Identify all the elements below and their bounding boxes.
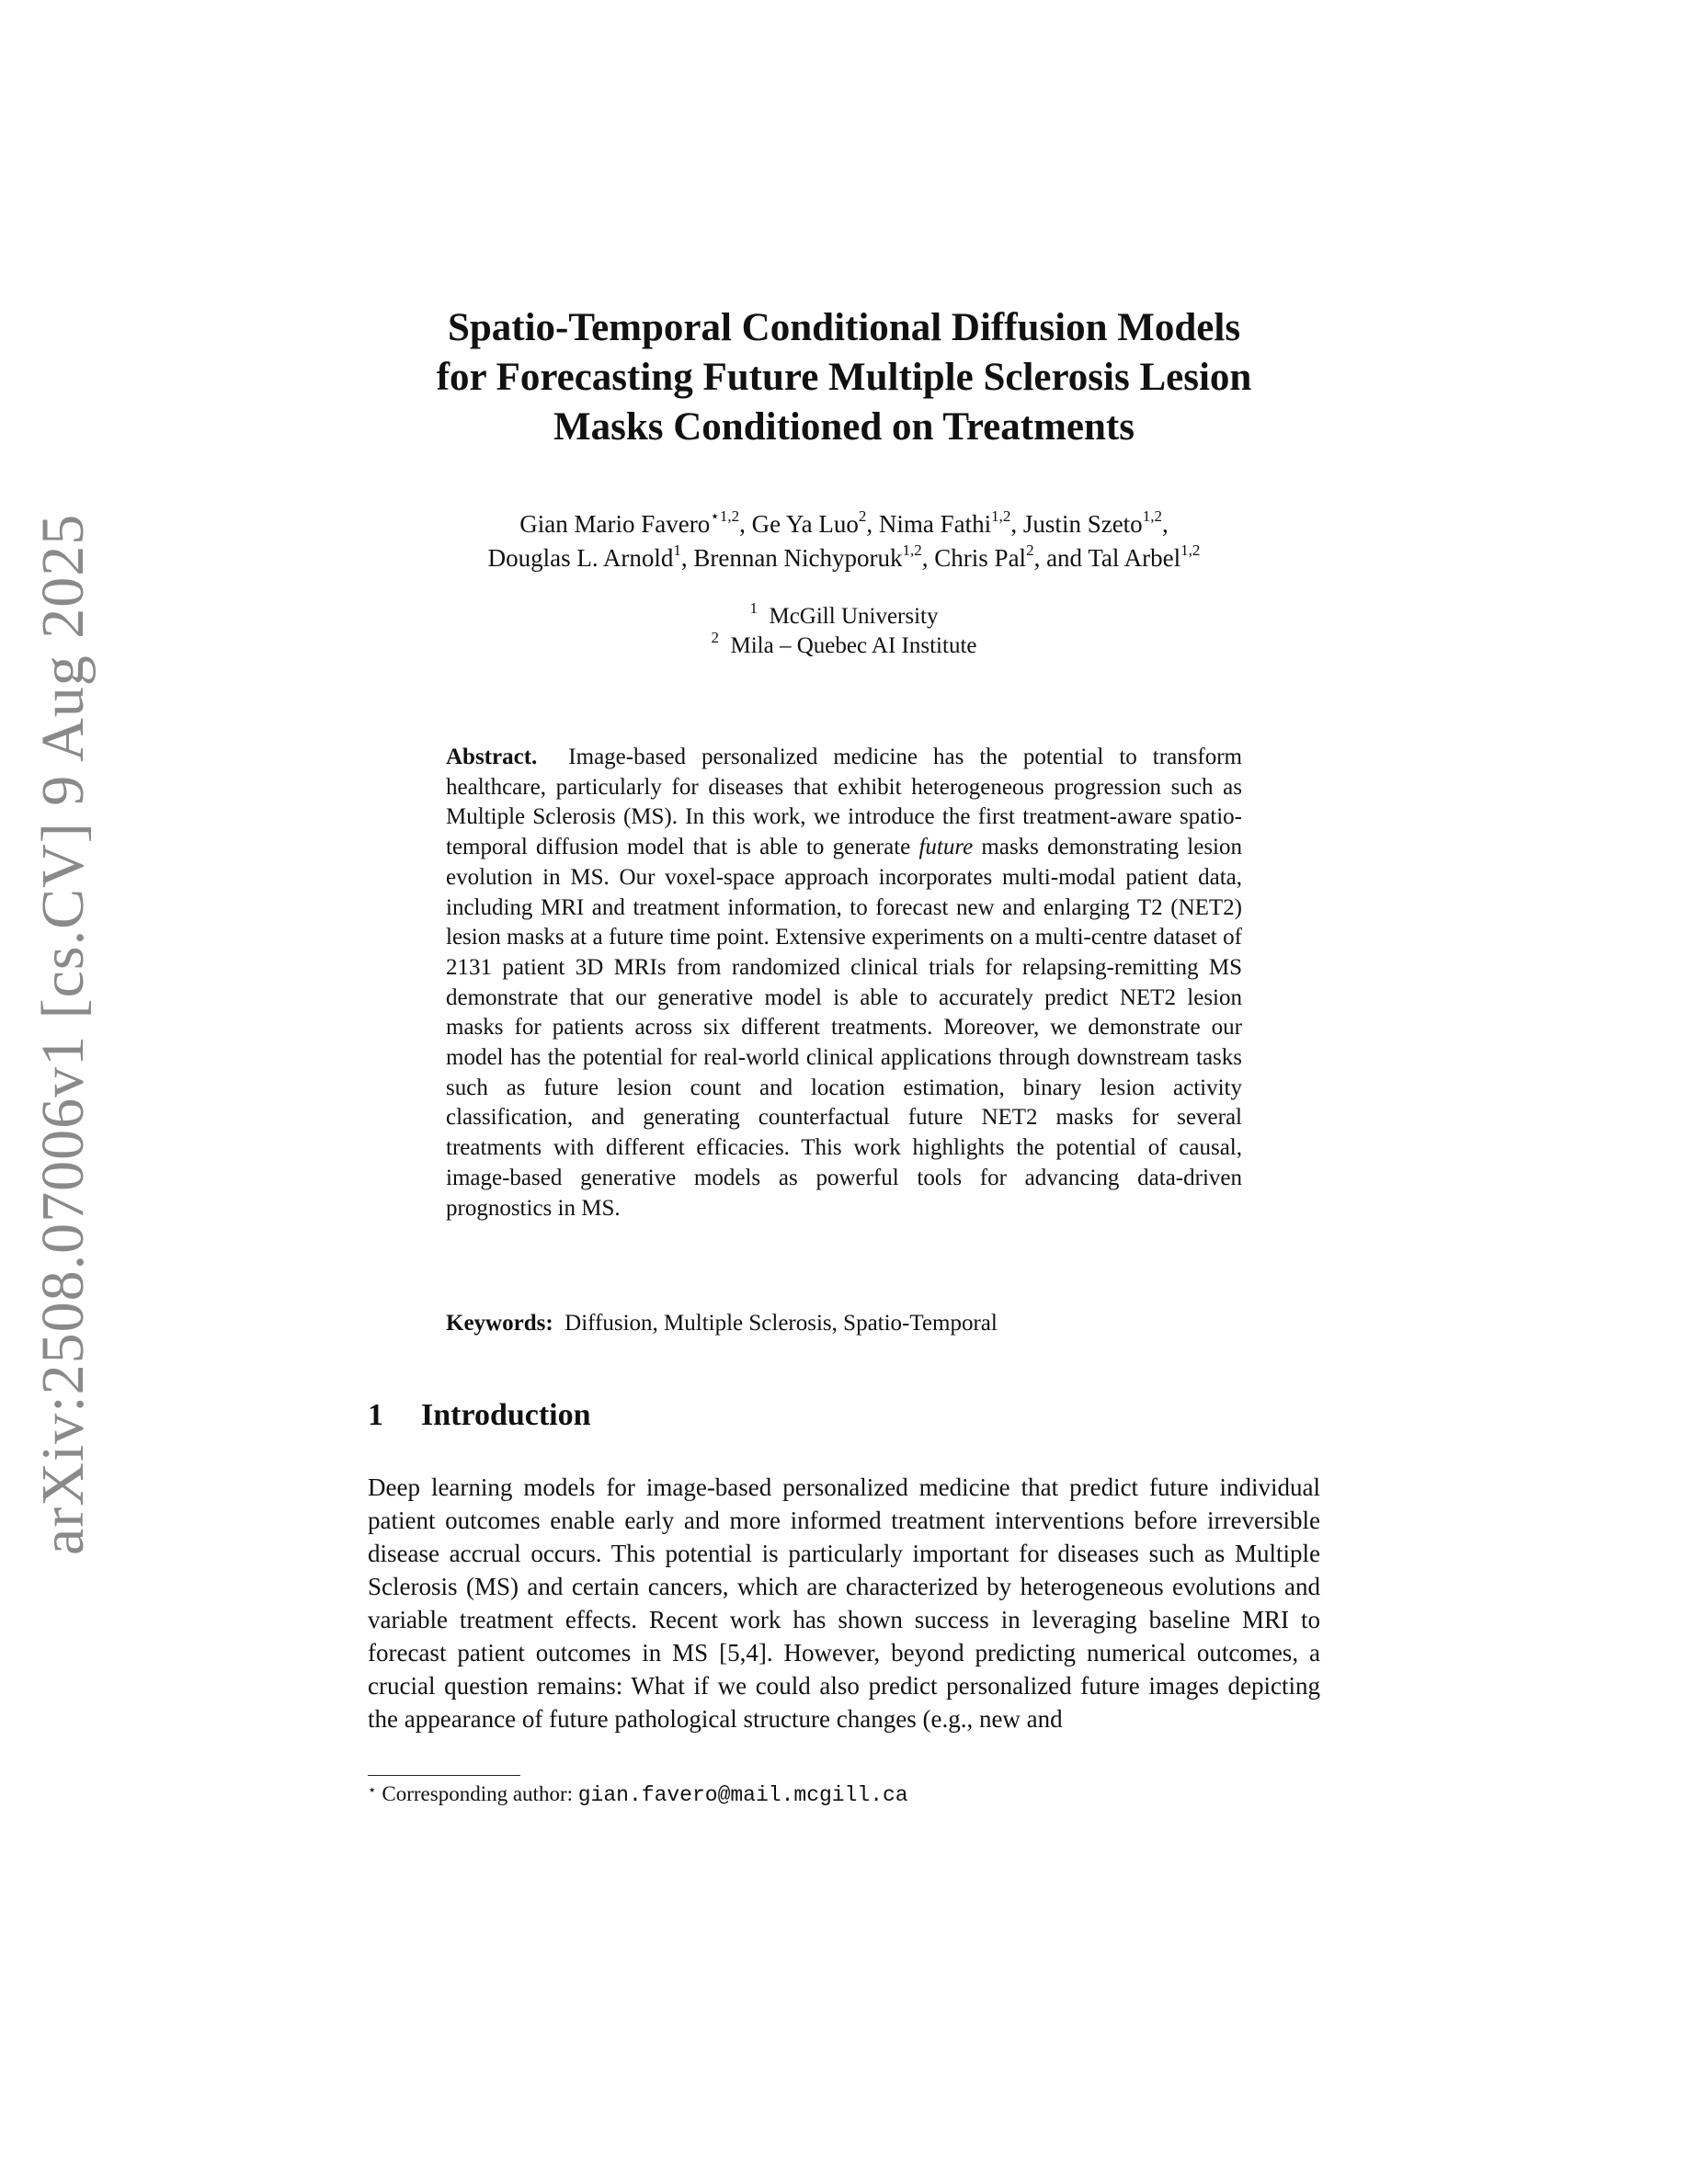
footnote-divider — [368, 1775, 520, 1776]
abstract-emphasis: future — [918, 835, 974, 860]
author-name: Justin Szeto — [1022, 510, 1143, 538]
keywords-text: Diffusion, Multiple Sclerosis, Spatio-Temporal — [565, 1311, 998, 1336]
author-affiliation-mark: 2 — [1026, 541, 1034, 559]
affiliation-mark: 2 — [711, 628, 719, 646]
footnote — [368, 1780, 908, 1811]
abstract-label: Abstract. — [446, 745, 538, 769]
author-line: Douglas L. Arnold$^1$, Brennan Nichyporuk$^{1,2}$, Chris Pal$^2$, and Tal Arbel$^{1,2}$ — [487, 541, 1201, 572]
introduction-body — [368, 1471, 1320, 1735]
affiliation-name: Mila – Quebec AI Institute — [730, 633, 977, 658]
affiliation-list — [368, 598, 1320, 661]
author-name: Nima Fathi — [878, 510, 992, 538]
author-name: Douglas L. Arnold — [487, 544, 674, 572]
footnote-text: Corresponding author: — [382, 1782, 573, 1805]
author-affiliation-mark: 2 — [858, 507, 867, 525]
author-affiliation-mark: 1 — [673, 541, 681, 559]
section-heading-introduction — [368, 1397, 591, 1434]
section-title: Introduction — [421, 1398, 591, 1432]
author-affiliation-mark: 1,2 — [902, 541, 922, 559]
author-affiliation-mark: 1,2 — [1142, 507, 1162, 525]
affiliation-name: McGill University — [769, 604, 939, 629]
author-list — [368, 507, 1320, 575]
author-name: Ge Ya Luo — [751, 510, 859, 538]
footnote-mark: ⋆ — [368, 1783, 377, 1798]
body-paragraph: Deep learning models for image-based personalized medicine that predict future individual patient outcomes enable early and more informed treatment interventions before irreversible disease accrual occurs. This potential is particularly important for diseases such as Multiple Sclerosis (MS) and certain cancers, which are characterized by heterogeneous evolutions and variable treatment effects. Recent work has shown success in leveraging baseline MRI to forecast patient outcomes in MS [5,4]. However, beyond predicting numerical outcomes, a crucial question remains: What if we could also predict personalized future images depicting the appearance of future pathological structure changes (e.g., new and — [368, 1473, 1320, 1733]
author-name: Brennan Nichyporuk — [693, 544, 903, 572]
keywords-label: Keywords: — [446, 1311, 553, 1336]
author-affiliation-mark: 1,2 — [1180, 541, 1201, 559]
abstract-text: Image-based personalized medicine has the potential to transform healthcare, particularly for diseases that exhibit heterogeneous progression such as Multiple Sclerosis (MS). In this work, we introduce the first treatment-aware spatio-temporal diffusion model that is able to generate — [446, 745, 1242, 860]
arxiv-identifier-stamp: arXiv:2508.07006v1 [cs.CV] 9 Aug 2025 — [29, 513, 97, 1555]
affiliation — [368, 628, 1320, 661]
author-affiliation-mark: ⋆1,2 — [710, 507, 740, 525]
affiliation-mark: 1 — [749, 598, 758, 617]
abstract — [446, 743, 1242, 1223]
author-name: Gian Mario Favero — [519, 510, 711, 538]
author-name: Tal Arbel — [1088, 544, 1181, 572]
section-number: 1 — [368, 1398, 383, 1432]
title-line: for Forecasting Future Multiple Sclerosis Lesion — [436, 356, 1252, 399]
title-line: Spatio-Temporal Conditional Diffusion Models — [447, 306, 1241, 349]
abstract-paragraph — [446, 743, 1242, 1223]
title-line: Masks Conditioned on Treatments — [553, 405, 1135, 449]
keywords — [446, 1309, 1242, 1338]
author-affiliation-mark: 1,2 — [991, 507, 1011, 525]
author-line: Gian Mario Favero$^{⋆1,2}$, Ge Ya Luo$^2$, Nima Fathi$^{1,2}$, Justin Szeto$^{1,2}$, — [519, 507, 1169, 538]
abstract-text: masks demonstrating lesion evolution in MS. Our voxel-space approach incorporates multi-modal patient data, including MRI and treatment information, to forecast new and enlarging T2 (NET2) lesion masks at a future time point. Extensive experiments on a multi-centre dataset of 2131 patient 3D MRIs from randomized clinical trials for relapsing-remitting MS demonstrate that our generative model is able to accurately predict NET2 lesion masks for patients across six different treatments. Moreover, we demonstrate our model has the potential for real-world clinical applications through downstream tasks such as future lesion count and location estimation, binary lesion activity classification, and generating counterfactual future NET2 masks for several treatments with different efficacies. This work highlights the potential of causal, image-based generative models as powerful tools for advancing data-driven prognostics in MS. — [446, 835, 1242, 1221]
affiliation — [368, 598, 1320, 631]
corresponding-email-link[interactable]: gian.favero@mail.mcgill.ca — [577, 1783, 908, 1807]
author-name: Chris Pal — [934, 544, 1027, 572]
paper-title — [368, 303, 1320, 452]
